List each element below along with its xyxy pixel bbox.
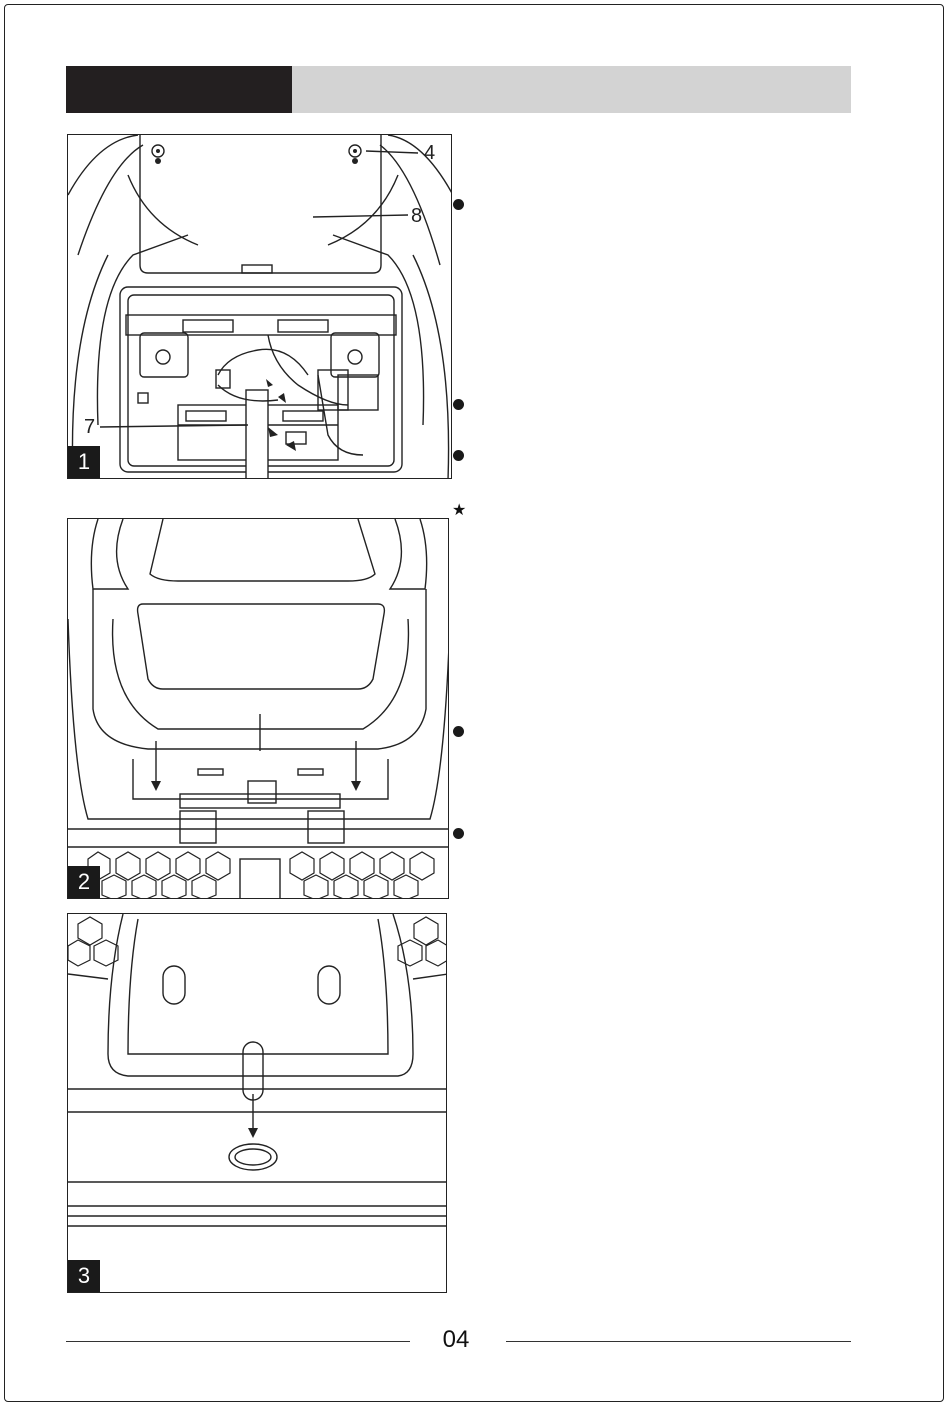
seat-installation-illustration <box>68 519 449 899</box>
callout-cover: 8 <box>411 205 423 227</box>
bullet-icon <box>453 399 464 410</box>
footer-rule-left <box>66 1341 410 1342</box>
figure-1-battery-compartment <box>67 134 452 479</box>
section-header-dark-block <box>66 66 292 113</box>
figure-number-badge: 2 <box>68 866 100 898</box>
figure-2-seat-installation <box>67 518 449 899</box>
seat-lock-illustration <box>68 914 447 1293</box>
bullet-icon <box>453 828 464 839</box>
callout-screw: 4 <box>424 142 436 164</box>
footer-rule-right <box>506 1341 851 1342</box>
figure-3-seat-lock <box>67 913 447 1293</box>
star-icon: ★ <box>452 500 467 519</box>
figure-number-badge: 1 <box>68 446 100 478</box>
bullet-icon <box>453 199 464 210</box>
battery-compartment-illustration <box>68 135 452 479</box>
callout-battery: 7 <box>84 416 96 438</box>
bullet-icon <box>453 450 464 461</box>
bullet-icon <box>453 726 464 737</box>
page-number: 04 <box>442 1326 470 1353</box>
figure-number-badge: 3 <box>68 1260 100 1292</box>
section-header-light-bar <box>292 66 851 113</box>
